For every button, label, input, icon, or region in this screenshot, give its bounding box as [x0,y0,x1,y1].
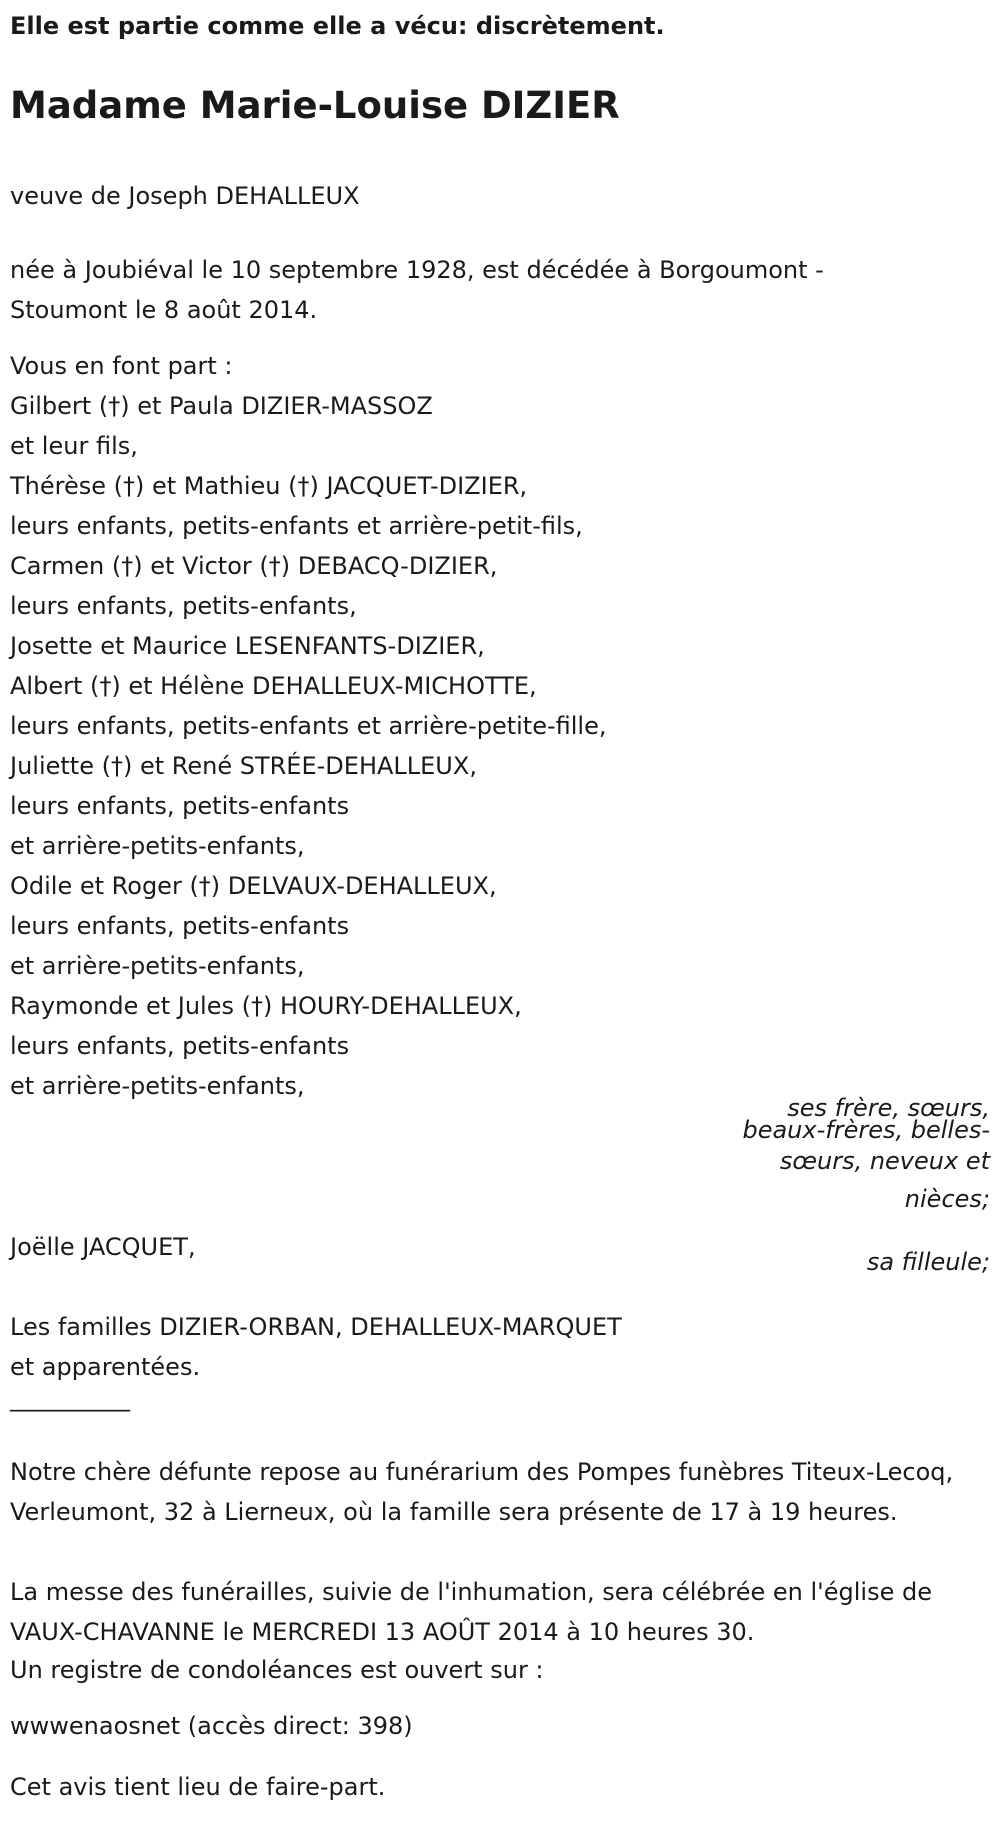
family-line: Albert (†) et Hélène DEHALLEUX-MICHOTTE, [10,672,537,700]
condolence-registry: Un registre de condoléances est ouvert sur : [10,1656,544,1684]
rest-info: Notre chère défunte repose au funérarium des Pompes funèbres Titeux-Lecoq, Verleumont, 32 à Lierneux, où la famille sera présente de 17 à 19 heures. [10,1458,954,1526]
extended-families [10,1307,622,1387]
birth-line-2: Stoumont le 8 août 2014. [10,296,318,324]
family-line: leurs enfants, petits-enfants [10,1032,350,1060]
family-line: et arrière-petits-enfants, [10,832,305,860]
siblings-note-line-1: ses frère, sœurs, [787,1094,990,1122]
families-line-1: Les familles DIZIER-ORBAN, DEHALLEUX-MARQUET [10,1313,622,1341]
godchild-line: Joëlle JACQUET, [10,1233,196,1261]
birth-line-1: née à Joubiéval le 10 septembre 1928, est décédée à Borgoumont - [10,256,824,284]
family-line: Vous en font part : [10,352,233,380]
siblings-note-line-4: nièces; [904,1185,990,1213]
families-line-2: et apparentées. [10,1353,201,1381]
family-line: Josette et Maurice LESENFANTS-DIZIER, [10,632,485,660]
family-line: et leur fils, [10,432,138,460]
notice-line: Cet avis tient lieu de faire-part. [10,1773,386,1801]
family-line: Thérèse (†) et Mathieu (†) JACQUET-DIZIER, [10,472,528,500]
funeral-info: La messe des funérailles, suivie de l'inhumation, sera célébrée en l'église de VAUX-CHAVANNE le MERCREDI 13 AOÛT 2014 à 10 heures 30. [10,1578,932,1646]
family-announcement [10,346,606,1106]
family-line: Carmen (†) et Victor (†) DEBACQ-DIZIER, [10,552,498,580]
goddaughter-note: sa filleule; [866,1248,990,1276]
tagline: Elle est partie comme elle a vécu: discrètement. [10,12,665,40]
family-line: leurs enfants, petits-enfants [10,912,350,940]
website-info: wwwenaosnet (accès direct: 398) [10,1712,413,1740]
family-line: Raymonde et Jules (†) HOURY-DEHALLEUX, [10,992,522,1020]
separator-line: __________ [10,1384,130,1412]
siblings-note-line-3: sœurs, neveux et [779,1147,990,1175]
family-line: et arrière-petits-enfants, [10,952,305,980]
siblings-note [730,1094,990,1217]
family-line: Odile et Roger (†) DELVAUX-DEHALLEUX, [10,872,497,900]
family-line: et arrière-petits-enfants, [10,1072,305,1100]
siblings-note-line-2: beaux-frères, belles- [742,1116,990,1144]
family-line: Juliette (†) et René STRÉE-DEHALLEUX, [10,752,477,780]
family-line: Gilbert (†) et Paula DIZIER-MASSOZ [10,392,433,420]
family-line: leurs enfants, petits-enfants [10,792,350,820]
deceased-name: Madame Marie-Louise DIZIER [10,84,620,127]
family-line: leurs enfants, petits-enfants et arrière-petit-fils, [10,512,583,540]
spouse-line: veuve de Joseph DEHALLEUX [10,182,360,210]
family-line: leurs enfants, petits-enfants, [10,592,357,620]
family-line: leurs enfants, petits-enfants et arrière-petite-fille, [10,712,607,740]
birth-death-info [10,250,824,330]
obituary-page [10,0,1000,1825]
